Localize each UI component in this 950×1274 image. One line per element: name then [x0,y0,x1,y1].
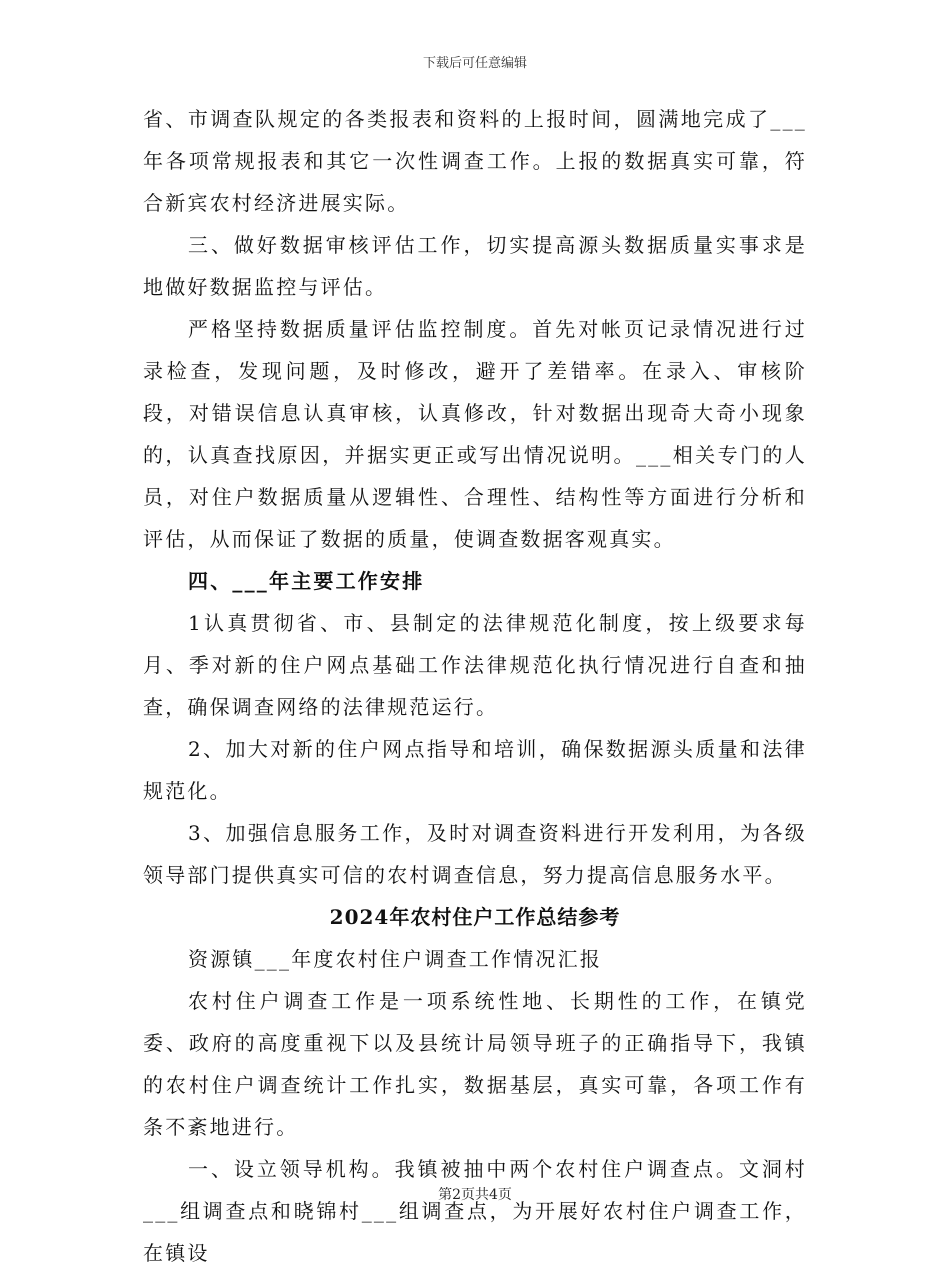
paragraph-7: 3、加强信息服务工作，及时对调查资料进行开发利用，为各级领导部门提供真实可信的农村调查信息，努力提高信息服务水平。 [143,821,807,887]
paragraph-leadership: 一、设立领导机构。我镇被抽中两个农村住户调查点。文洞村___组调查点和晓锦村___组调查点，为开展好农村住户调查工作，在镇设 [143,1157,807,1265]
document-body [143,98,807,1274]
paragraph-2: 三、做好数据审核评估工作，切实提高源头数据质量实事求是地做好数据监控与评估。 [143,233,807,299]
section-heading: 四、___年主要工作安排 [188,569,425,593]
paragraph-intro: 农村住户调查工作是一项系统性地、长期性的工作，在镇党委、政府的高度重视下以及县统计局领导班子的正确指导下，我镇的农村住户调查统计工作扎实，数据基层，真实可靠，各项工作有条不紊地进行。 [143,989,807,1139]
page-footer: 第2页共4页 [438,1187,512,1203]
paragraph-6: 2、加大对新的住户网点指导和培训，确保数据源头质量和法律规范化。 [143,737,807,803]
paragraph-5: 1认真贯彻省、市、县制定的法律规范化制度，按上级要求每月、季对新的住户网点基础工作法律规范化执行情况进行自查和抽查，确保调查网络的法律规范运行。 [143,611,807,719]
page-header: 下载后可任意编辑 [422,56,527,71]
report-subtitle: 资源镇___年度农村住户调查工作情况汇报 [188,947,602,971]
document-title: 2024年农村住户工作总结参考 [329,905,621,929]
paragraph-3: 严格坚持数据质量评估监控制度。首先对帐页记录情况进行过录检查，发现问题，及时修改，避开了差错率。在录入、审核阶段，对错误信息认真审核，认真修改，针对数据出现奇大奇小现象的，认真查找原因，并据实更正或写出情况说明。___相关专门的人员，对住户数据质量从逻辑性、合理性、结构性等方面进行分析和评估，从而保证了数据的质量，使调查数据客观真实。 [143,317,807,551]
paragraph-1: 省、市调查队规定的各类报表和资料的上报时间，圆满地完成了___年各项常规报表和其它一次性调查工作。上报的数据真实可靠，符合新宾农村经济进展实际。 [143,107,807,215]
